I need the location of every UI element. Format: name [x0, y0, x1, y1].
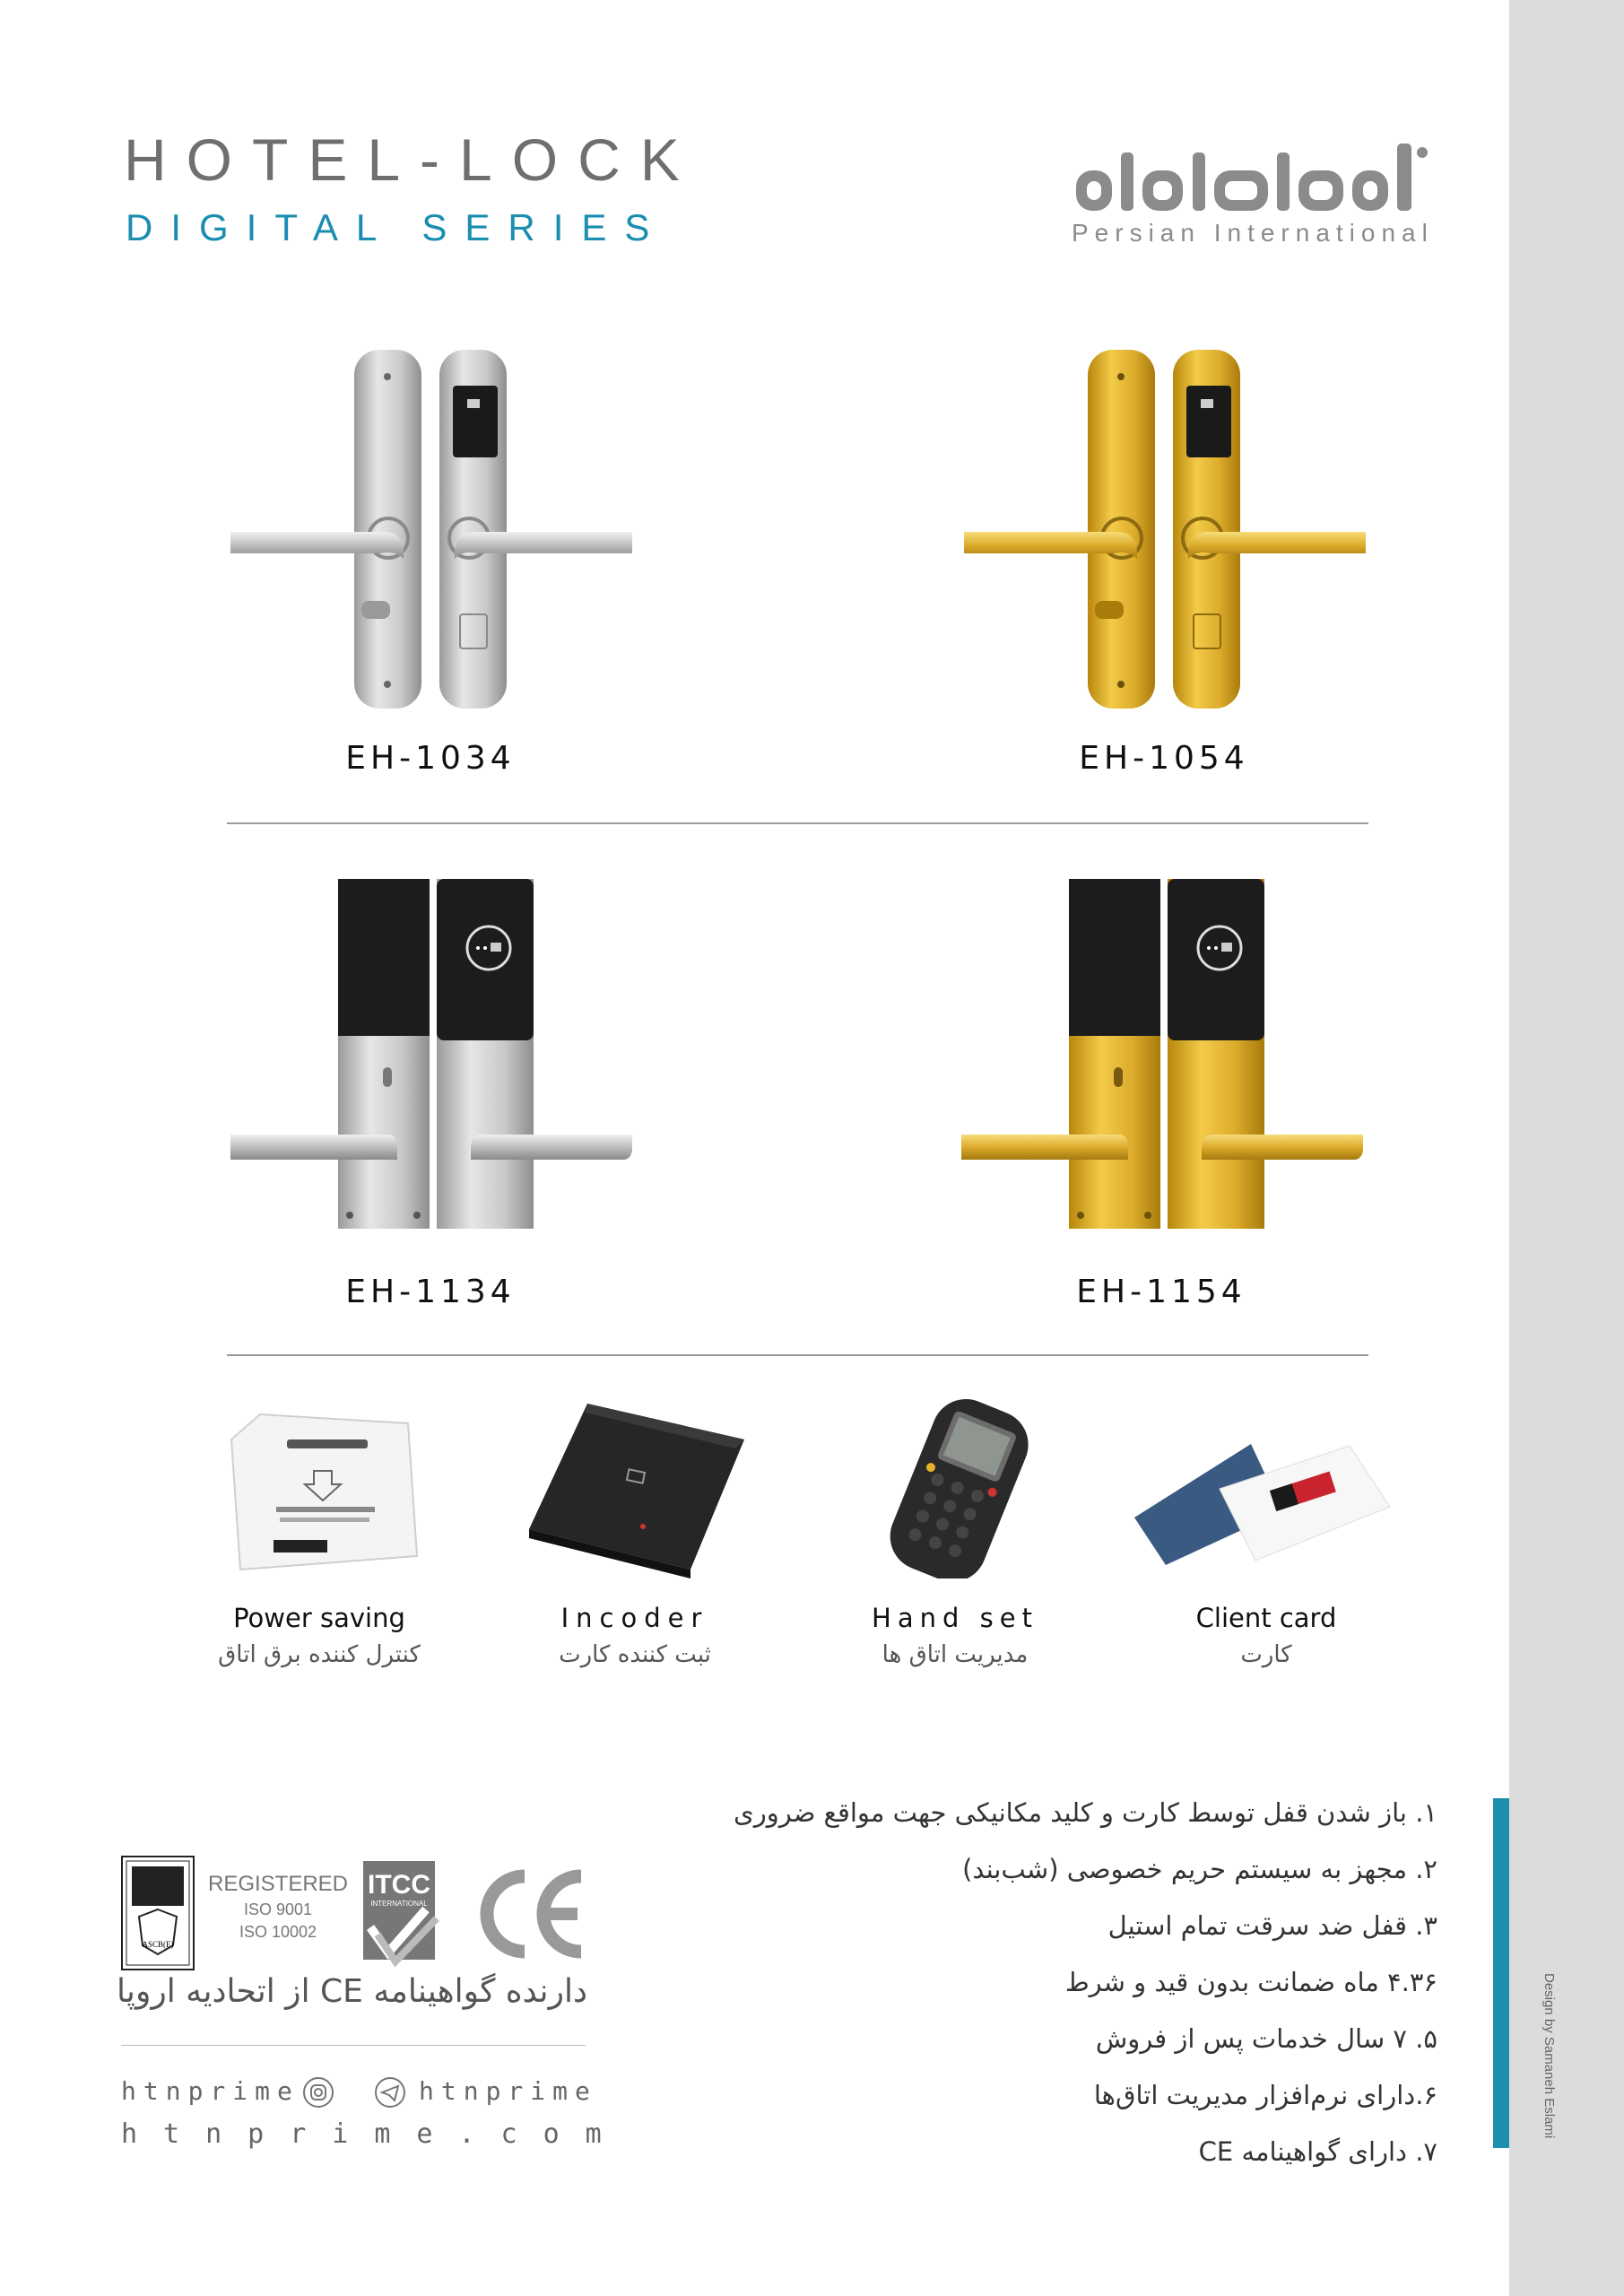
iso-9001-label: ISO 9001 — [243, 1900, 313, 1918]
instagram-icon — [302, 2076, 334, 2109]
feature-item: ۱. باز شدن قفل توسط کارت و کلید مکانیکی جهت مواقع ضروری — [734, 1797, 1437, 1828]
feature-item: ۷. دارای گواهینامه CE — [1198, 2136, 1437, 2167]
certification-statement: دارنده گواهینامه CE از اتحادیه اروپا — [116, 1973, 587, 2010]
section-divider — [227, 822, 1368, 824]
lock-image-eh-1054 — [962, 345, 1375, 713]
card-encoder-icon — [525, 1399, 749, 1578]
footer-divider — [121, 2045, 586, 2046]
section-divider — [227, 1354, 1368, 1356]
instagram-handle[interactable]: htnprime — [121, 2076, 300, 2106]
lock-image-eh-1154 — [960, 874, 1372, 1233]
designer-credit: Design by Samaneh Eslami — [1541, 1973, 1557, 2139]
svg-text:ITCC: ITCC — [368, 1870, 430, 1900]
social-handles — [121, 2076, 597, 2112]
certification-logos — [121, 1852, 587, 1969]
feature-item: ۴.۳۶ ماه ضمانت بدون قید و شرط — [1064, 1967, 1437, 1997]
accessory-title-hand-set: Hand set — [872, 1603, 1038, 1633]
telegram-icon — [374, 2076, 406, 2109]
ce-mark-icon — [475, 1866, 587, 1964]
iso-10002-label: ISO 10002 — [239, 1923, 317, 1941]
feature-item: ۳. قفل ضد سرقت تمام استیل — [1107, 1910, 1437, 1941]
feature-item: ۶.دارای نرم‌افزار مدیریت اتاق‌ها — [1093, 2080, 1437, 2110]
lock-image-eh-1134 — [229, 874, 641, 1233]
model-label-eh-1154: EH-1154 — [1076, 1274, 1246, 1310]
website-link[interactable]: htnprime.com — [121, 2118, 628, 2150]
accessory-subtitle-power-saving: کنترل کننده برق اتاق — [218, 1641, 421, 1668]
handset-icon — [856, 1399, 1054, 1578]
features-list — [702, 1785, 1437, 2180]
accessory-subtitle-hand-set: مدیریت اتاق ها — [881, 1641, 1029, 1668]
model-label-eh-1054: EH-1054 — [1079, 740, 1249, 777]
telegram-handle[interactable]: htnprime — [419, 2076, 597, 2106]
accessory-title-client-card: Client card — [1195, 1603, 1337, 1633]
accessory-title-incoder: Incoder — [560, 1603, 709, 1633]
model-label-eh-1134: EH-1134 — [345, 1274, 516, 1310]
svg-text:INTERNATIONAL: INTERNATIONAL — [370, 1900, 428, 1908]
power-saving-switch-icon — [224, 1404, 421, 1583]
itcc-logo-icon — [361, 1859, 444, 1969]
accessory-title-power-saving: Power saving — [233, 1603, 405, 1633]
lock-image-eh-1034 — [229, 345, 641, 713]
key-card-icon — [1130, 1435, 1399, 1570]
feature-item: ۵. ۷ سال خدمات پس از فروش — [1095, 2023, 1437, 2054]
svg-text:ASCB(E): ASCB(E) — [142, 1940, 174, 1949]
accessory-subtitle-incoder: ثبت کننده کارت — [559, 1641, 711, 1668]
model-label-eh-1034: EH-1034 — [345, 740, 516, 777]
brand-name-text: Persian International — [1072, 219, 1434, 247]
sidebar-accent-bar — [1493, 1798, 1509, 2148]
feature-item: ۲. مجهز به سیستم حریم خصوصی (شب‌بند) — [962, 1854, 1437, 1884]
sidebar-strip — [1509, 0, 1624, 2296]
page-title: HOTEL-LOCK — [124, 126, 699, 193]
page-subtitle: DIGITAL SERIES — [126, 206, 668, 248]
registered-label: REGISTERED — [207, 1872, 349, 1896]
accessory-subtitle-client-card: کارت — [1240, 1641, 1292, 1668]
ascb-logo-icon — [121, 1856, 195, 1970]
